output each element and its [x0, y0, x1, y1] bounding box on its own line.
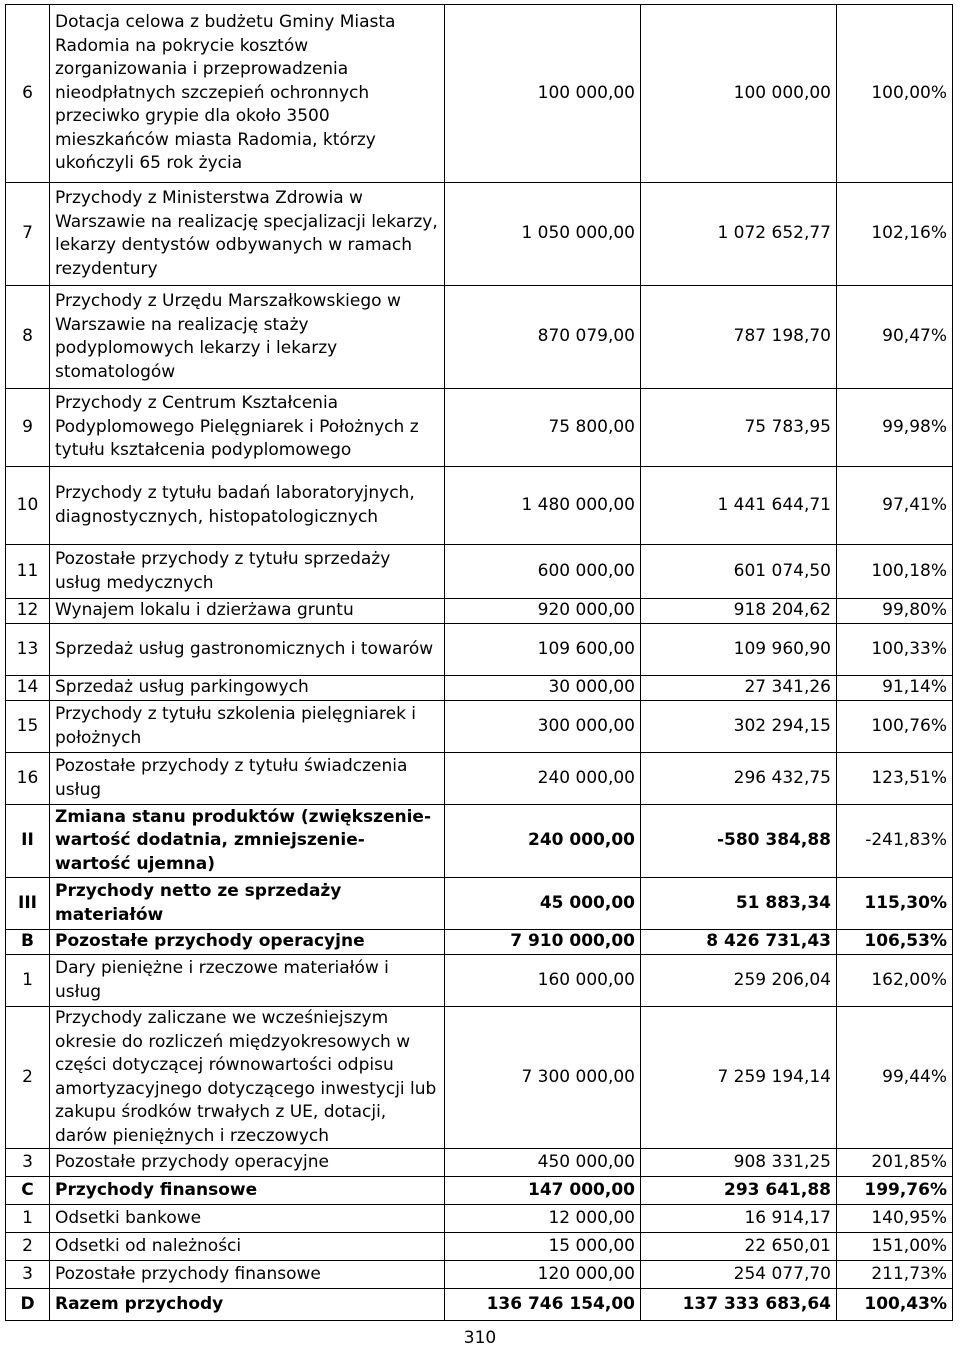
row-description: Przychody z Urzędu Marszałkowskiego w Warszawie na realizację staży podyplomowych lekarzy i lekarzy stomatologów [50, 286, 445, 389]
table-row [6, 878, 953, 930]
row-execution: 100 000,00 [641, 5, 837, 183]
row-number: 1 [6, 955, 50, 1007]
table-row [6, 624, 953, 676]
row-description: Przychody z tytułu szkolenia pielęgniarek i położnych [50, 701, 445, 753]
row-description: Przychody finansowe [50, 1177, 445, 1205]
row-percent: 211,73% [837, 1261, 953, 1289]
row-execution: 296 432,75 [641, 753, 837, 805]
row-plan: 870 079,00 [445, 286, 641, 389]
row-plan: 920 000,00 [445, 599, 641, 624]
row-plan: 240 000,00 [445, 805, 641, 878]
row-percent: 100,18% [837, 545, 953, 599]
row-plan: 600 000,00 [445, 545, 641, 599]
row-execution: 109 960,90 [641, 624, 837, 676]
table-row [6, 389, 953, 467]
row-percent: 100,00% [837, 5, 953, 183]
row-percent: 99,44% [837, 1007, 953, 1149]
row-number: 10 [6, 467, 50, 545]
row-plan: 300 000,00 [445, 701, 641, 753]
row-percent: 140,95% [837, 1205, 953, 1233]
row-description: Wynajem lokalu i dzierżawa gruntu [50, 599, 445, 624]
row-execution: 254 077,70 [641, 1261, 837, 1289]
row-plan: 136 746 154,00 [445, 1289, 641, 1321]
row-execution: 137 333 683,64 [641, 1289, 837, 1321]
row-description: Przychody z Ministerstwa Zdrowia w Warszawie na realizację specjalizacji lekarzy, lekarzy dentystów odbywanych w ramach rezydentury [50, 183, 445, 286]
row-percent: 99,98% [837, 389, 953, 467]
row-execution: 908 331,25 [641, 1149, 837, 1177]
row-description: Odsetki bankowe [50, 1205, 445, 1233]
row-description: Pozostałe przychody z tytułu sprzedaży usług medycznych [50, 545, 445, 599]
row-number: D [6, 1289, 50, 1321]
table-row [6, 1177, 953, 1205]
row-number: 11 [6, 545, 50, 599]
row-description: Pozostałe przychody z tytułu świadczenia usług [50, 753, 445, 805]
row-number: 15 [6, 701, 50, 753]
row-plan: 240 000,00 [445, 753, 641, 805]
row-number: B [6, 930, 50, 955]
row-percent: -241,83% [837, 805, 953, 878]
row-execution: 918 204,62 [641, 599, 837, 624]
row-plan: 450 000,00 [445, 1149, 641, 1177]
row-plan: 147 000,00 [445, 1177, 641, 1205]
row-execution: 1 072 652,77 [641, 183, 837, 286]
row-plan: 100 000,00 [445, 5, 641, 183]
row-plan: 12 000,00 [445, 1205, 641, 1233]
row-plan: 75 800,00 [445, 389, 641, 467]
table-row [6, 1007, 953, 1149]
table-row [6, 5, 953, 183]
row-execution: 27 341,26 [641, 676, 837, 701]
row-execution: -580 384,88 [641, 805, 837, 878]
row-number: III [6, 878, 50, 930]
row-number: 14 [6, 676, 50, 701]
table-row [6, 545, 953, 599]
row-execution: 7 259 194,14 [641, 1007, 837, 1149]
table-row [6, 599, 953, 624]
revenue-table [5, 4, 953, 1321]
row-number: II [6, 805, 50, 878]
row-description: Pozostałe przychody operacyjne [50, 930, 445, 955]
page-number: 310 [463, 1328, 497, 1348]
row-execution: 22 650,01 [641, 1233, 837, 1261]
table-row [6, 676, 953, 701]
row-percent: 102,16% [837, 183, 953, 286]
row-description: Przychody z Centrum Kształcenia Podyplomowego Pielęgniarek i Położnych z tytułu kształcenia podyplomowego [50, 389, 445, 467]
table-row [6, 467, 953, 545]
table-row [6, 930, 953, 955]
row-description: Odsetki od należności [50, 1233, 445, 1261]
row-percent: 162,00% [837, 955, 953, 1007]
row-percent: 100,43% [837, 1289, 953, 1321]
row-plan: 1 480 000,00 [445, 467, 641, 545]
row-percent: 100,33% [837, 624, 953, 676]
row-plan: 30 000,00 [445, 676, 641, 701]
row-execution: 8 426 731,43 [641, 930, 837, 955]
row-plan: 120 000,00 [445, 1261, 641, 1289]
table-row [6, 753, 953, 805]
row-number: 8 [6, 286, 50, 389]
row-description: Dary pieniężne i rzeczowe materiałów i usług [50, 955, 445, 1007]
row-number: 3 [6, 1261, 50, 1289]
row-plan: 109 600,00 [445, 624, 641, 676]
row-number: 13 [6, 624, 50, 676]
row-number: 6 [6, 5, 50, 183]
table-row [6, 1233, 953, 1261]
row-percent: 100,76% [837, 701, 953, 753]
row-percent: 97,41% [837, 467, 953, 545]
row-execution: 302 294,15 [641, 701, 837, 753]
table-row [6, 1261, 953, 1289]
row-execution: 16 914,17 [641, 1205, 837, 1233]
row-execution: 75 783,95 [641, 389, 837, 467]
row-plan: 160 000,00 [445, 955, 641, 1007]
row-percent: 106,53% [837, 930, 953, 955]
row-percent: 151,00% [837, 1233, 953, 1261]
row-number: C [6, 1177, 50, 1205]
row-percent: 99,80% [837, 599, 953, 624]
table-row [6, 183, 953, 286]
row-description: Razem przychody [50, 1289, 445, 1321]
table-row [6, 701, 953, 753]
row-plan: 1 050 000,00 [445, 183, 641, 286]
row-number: 1 [6, 1205, 50, 1233]
row-number: 7 [6, 183, 50, 286]
row-description: Sprzedaż usług parkingowych [50, 676, 445, 701]
row-description: Sprzedaż usług gastronomicznych i towarów [50, 624, 445, 676]
row-execution: 259 206,04 [641, 955, 837, 1007]
row-number: 3 [6, 1149, 50, 1177]
row-execution: 1 441 644,71 [641, 467, 837, 545]
row-execution: 51 883,34 [641, 878, 837, 930]
row-description: Pozostałe przychody operacyjne [50, 1149, 445, 1177]
row-plan: 7 910 000,00 [445, 930, 641, 955]
row-percent: 90,47% [837, 286, 953, 389]
row-description: Dotacja celowa z budżetu Gminy Miasta Radomia na pokrycie kosztów zorganizowania i przeprowadzenia nieodpłatnych szczepień ochronnych przeciwko grypie dla około 3500 mieszkańców miasta Radomia, którzy ukończyli 65 rok życia [50, 5, 445, 183]
table-row [6, 1149, 953, 1177]
row-execution: 601 074,50 [641, 545, 837, 599]
row-execution: 293 641,88 [641, 1177, 837, 1205]
row-plan: 15 000,00 [445, 1233, 641, 1261]
row-plan: 45 000,00 [445, 878, 641, 930]
table-row [6, 955, 953, 1007]
row-percent: 199,76% [837, 1177, 953, 1205]
row-description: Przychody netto ze sprzedaży materiałów [50, 878, 445, 930]
table-row [6, 1205, 953, 1233]
row-percent: 91,14% [837, 676, 953, 701]
row-number: 2 [6, 1007, 50, 1149]
table-row [6, 286, 953, 389]
row-description: Przychody z tytułu badań laboratoryjnych, diagnostycznych, histopatologicznych [50, 467, 445, 545]
row-description: Przychody zaliczane we wcześniejszym okresie do rozliczeń międzyokresowych w części dotyczącej równowartości odpisu amortyzacyjnego dotyczącego inwestycji lub zakupu środków trwałych z UE, dotacji, darów pieniężnych i rzeczowych [50, 1007, 445, 1149]
row-number: 12 [6, 599, 50, 624]
row-execution: 787 198,70 [641, 286, 837, 389]
row-percent: 123,51% [837, 753, 953, 805]
row-description: Pozostałe przychody finansowe [50, 1261, 445, 1289]
table-row [6, 805, 953, 878]
row-percent: 115,30% [837, 878, 953, 930]
row-number: 2 [6, 1233, 50, 1261]
row-description: Zmiana stanu produktów (zwiększenie-wartość dodatnia, zmniejszenie-wartość ujemna) [50, 805, 445, 878]
table-row [6, 1289, 953, 1321]
row-number: 16 [6, 753, 50, 805]
row-number: 9 [6, 389, 50, 467]
row-plan: 7 300 000,00 [445, 1007, 641, 1149]
row-percent: 201,85% [837, 1149, 953, 1177]
